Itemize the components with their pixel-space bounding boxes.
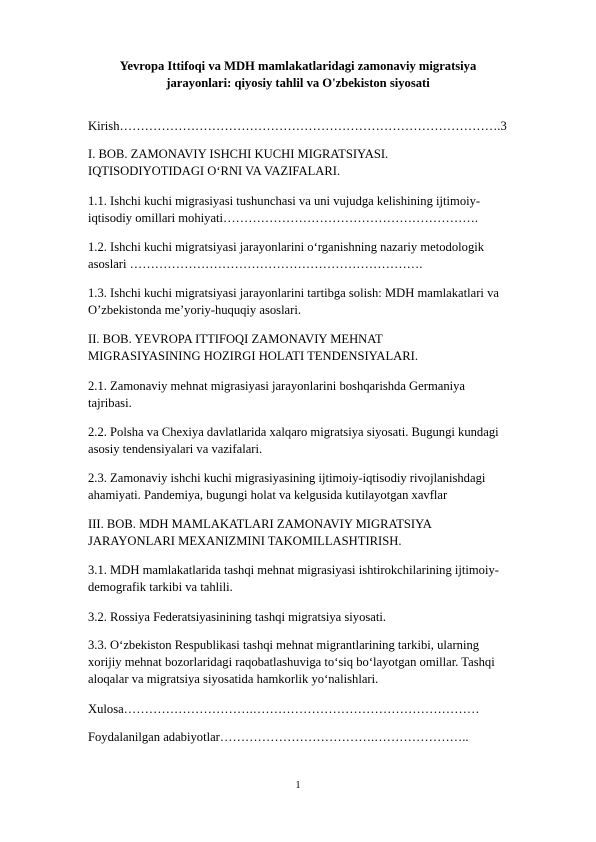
toc-line: MIGRASIYASINING HOZIRGI HOLATI TENDENSIYALARI.: [88, 349, 418, 363]
toc-line: IQTISODIYOTIDAGI O‘RNI VA VAZIFALARI.: [88, 164, 341, 178]
toc-entry-conclusion: [88, 701, 549, 718]
toc-line: ahamiyati. Pandemiya, bugungi holat va kelgusida kutilayotgan xavflar: [88, 488, 448, 502]
toc-entry-chapter-2: [88, 331, 549, 365]
title-line-2: jarayonlari: qiyosiy tahlil va O'zbekiston siyosati: [166, 76, 430, 90]
toc-entry-references: [88, 729, 549, 746]
toc-entry-2-1: [88, 378, 549, 412]
toc-line: 2.2. Polsha va Chexiya davlatlarida xalqaro migratsiya siyosati. Bugungi kundagi: [88, 425, 499, 439]
toc-entry-3-1: [88, 562, 549, 596]
toc-entry-2-2: [88, 424, 549, 458]
toc-entry-chapter-1: [88, 146, 549, 180]
toc-line: asoslari …………………………………………………………….: [88, 257, 423, 271]
toc-line: demografik tarkibi va tahlili.: [88, 580, 233, 594]
toc-line: 2.3. Zamonaviy ishchi kuchi migrasiyasining ijtimoiy-iqtisodiy rivojlanishdagi: [88, 471, 486, 485]
page-number: 1: [295, 780, 301, 791]
toc-line: iqtisodiy omillari mohiyati…………………………………………………….: [88, 211, 479, 225]
toc-line: 3.3. O‘zbekiston Respublikasi tashqi mehnat migrantlarining tarkibi, ularning: [88, 638, 480, 652]
toc-line: 2.1. Zamonaviy mehnat migrasiyasi jarayonlarini boshqarishda Germaniya: [88, 379, 466, 393]
toc-line: JARAYONLARI MEXANIZMINI TAKOMILLASHTIRISH.: [88, 534, 402, 548]
toc-line: II. BOB. YEVROPA ITTIFOQI ZAMONAVIY MEHNAT: [88, 332, 383, 346]
toc-line: 3.2. Rossiya Federatsiyasinining tashqi migratsiya siyosati.: [88, 610, 387, 624]
toc-line: aloqalar va migratsiya siyosatida hamkorlik yo‘nalishlari.: [88, 672, 379, 686]
toc-entry-intro: [88, 118, 549, 135]
toc-line: xorijiy mehnat bozorlaridagi raqobatlashuviga to‘siq bo‘layotgan omillar. Tashqi: [88, 655, 495, 669]
document-title: [60, 58, 536, 92]
toc-entry-chapter-3: [88, 516, 549, 550]
toc-line: 3.1. MDH mamlakatlarida tashqi mehnat migrasiyasi ishtirokchilarining ijtimoiy-: [88, 563, 499, 577]
toc-line: O’zbekistonda me’yoriy-huquqiy asoslari.: [88, 303, 301, 317]
toc-entry-3-3: [88, 637, 549, 688]
toc-entry-1-3: [88, 285, 549, 319]
toc-line: III. BOB. MDH MAMLAKATLARI ZAMONAVIY MIGRATSIYA: [88, 517, 432, 531]
title-line-1: Yevropa Ittifoqi va MDH mamlakatlaridagi zamonaviy migratsiya: [119, 59, 477, 73]
toc-line: Kirish……………………………………………………………………………….3: [88, 119, 507, 133]
toc-line: tajribasi.: [88, 396, 132, 410]
toc-entry-1-2: [88, 239, 549, 273]
toc-entry-1-1: [88, 193, 549, 227]
toc-line: Foydalanilgan adabiyotlar……………………………….…………………..: [88, 730, 469, 744]
toc-line: Xulosa………………………….………………………………………………: [88, 702, 480, 716]
toc-line: 1.3. Ishchi kuchi migratsiyasi jarayonlarini tartibga solish: MDH mamlakatlari va: [88, 286, 499, 300]
toc-line: I. BOB. ZAMONAVIY ISHCHI KUCHI MIGRATSIYASI.: [88, 147, 389, 161]
toc-line: 1.1. Ishchi kuchi migrasiyasi tushunchasi va uni vujudga kelishining ijtimoiy-: [88, 194, 481, 208]
toc-line: asosiy tendensiyalari va vazifalari.: [88, 442, 263, 456]
toc-line: 1.2. Ishchi kuchi migratsiyasi jarayonlarini o‘rganishning nazariy metodologik: [88, 240, 485, 254]
toc-entry-3-2: [88, 609, 549, 626]
toc-entry-2-3: [88, 470, 549, 504]
